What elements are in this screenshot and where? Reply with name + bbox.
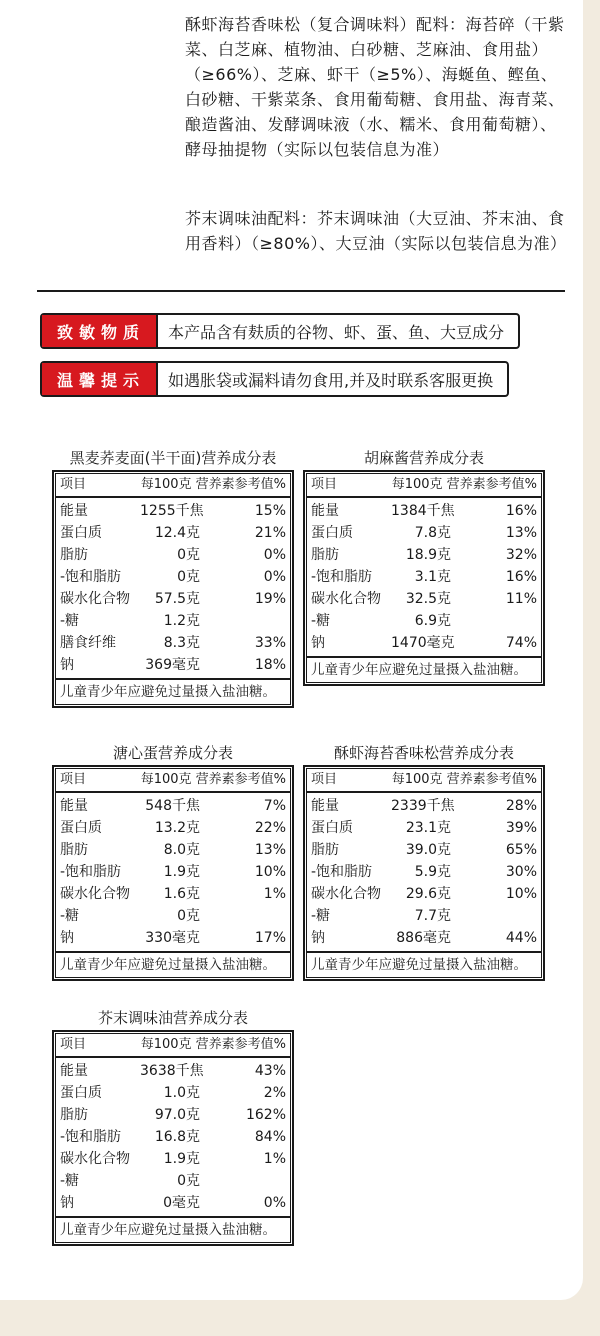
nutrient-nrv: 2% [263,1085,286,1101]
table-row [60,1060,286,1082]
table-row [60,1126,286,1148]
nutrition-table [52,1006,294,1246]
header-item: 项目 [311,772,338,787]
nutrient-nrv: 10% [505,886,537,902]
nutrient-name: 脂肪 [60,1107,88,1123]
nutrient-amount: 2339千焦 [391,798,455,814]
table-box [52,470,294,708]
nutrient-name: 碳水化合物 [311,886,381,902]
nutrient-nrv: 10% [254,864,286,880]
table-rows [56,793,290,951]
nutrient-nrv [200,905,286,927]
table-inner [55,1033,291,1243]
nutrient-amount: 12.4克 [154,525,200,541]
nutrient-amount: 1.0克 [163,1085,200,1101]
nutrient-name: 蛋白质 [311,525,353,541]
table-row [311,632,537,654]
nutrient-name: 蛋白质 [60,525,102,541]
table-rows [56,1058,290,1216]
table-title: 胡麻酱营养成分表 [363,449,484,467]
nutrient-nrv: 17% [254,930,286,946]
nutrient-nrv: 32% [505,547,537,563]
header-item: 项目 [60,772,87,787]
nutrient-amount: 1255千焦 [140,503,204,519]
nutrient-amount: 886毫克 [396,930,451,946]
table-footer: 儿童青少年应避免过量摄入盐油糖。 [307,656,541,682]
nutrient-nrv: 15% [254,503,286,519]
nutrient-amount: 1470毫克 [391,635,455,651]
table-footer: 儿童青少年应避免过量摄入盐油糖。 [56,678,290,704]
header-item: 项目 [60,1037,87,1052]
nutrient-name: 能量 [60,798,88,814]
nutrient-name: -糖 [60,908,80,924]
nutrient-name: -饱和脂肪 [311,864,373,880]
nutrient-name: 能量 [311,503,339,519]
table-row [60,588,286,610]
nutrient-nrv: 21% [254,525,286,541]
nutrient-nrv [451,610,537,632]
nutrient-amount: 18.9克 [405,547,451,563]
table-box [52,765,294,981]
nutrient-nrv: 16% [505,569,537,585]
nutrient-amount: 0毫克 [163,1195,200,1211]
table-row [60,1192,286,1214]
table-rows [307,498,541,656]
nutrient-name: 钠 [311,930,325,946]
nutrient-amount: 57.5克 [154,591,200,607]
nutrient-name: -糖 [311,613,331,629]
nutrient-name: -糖 [60,1173,80,1189]
nutrient-amount: 39.0克 [405,842,451,858]
nutrient-amount: 7.8克 [414,525,451,541]
nutrient-amount: 29.6克 [405,886,451,902]
nutrient-name: 能量 [60,1063,88,1079]
nutrient-name: -饱和脂肪 [60,864,122,880]
table-row [311,566,537,588]
nutrient-amount: 1.9克 [163,1151,200,1167]
nutrient-nrv: 39% [505,820,537,836]
nutrient-amount: 1384千焦 [391,503,455,519]
table-title: 溏心蛋营养成分表 [112,744,233,762]
table-header [56,769,290,793]
nutrient-name: 碳水化合物 [311,591,381,607]
nutrient-nrv: 44% [505,930,537,946]
nutrient-name: 能量 [60,503,88,519]
nutrient-nrv: 22% [254,820,286,836]
table-row [311,817,537,839]
nutrient-nrv: 162% [245,1107,286,1123]
nutrient-name: 蛋白质 [60,820,102,836]
nutrient-name: 蛋白质 [60,1085,102,1101]
table-row [60,927,286,949]
ingredients-seasoning: 酥虾海苔香味松（复合调味料）配料：海苔碎（干紫菜、白芝麻、植物油、白砂糖、芝麻油、食用盐）（≥66%）、芝麻、虾干（≥5%）、海蜒鱼、鲣鱼、白砂糖、干紫菜条、食用葡萄糖、食用盐、海青菜、酿造酱油、发酵调味液（水、糯米、食用葡萄糖）、酵母抽提物（实际以包装信息为准） [185,15,565,159]
warm-tip-tag: 温馨提示 [42,363,156,395]
nutrient-amount: 548千焦 [145,798,200,814]
table-rows [56,498,290,678]
table-row [60,839,286,861]
table-box [303,765,545,981]
nutrient-amount: 369毫克 [145,657,200,673]
nutrient-nrv [200,1170,286,1192]
header-per100: 每100克 营养素参考值% [391,772,537,787]
table-title: 芥末调味油营养成分表 [97,1009,248,1027]
nutrient-nrv: 0% [263,1195,286,1211]
nutrient-name: -糖 [311,908,331,924]
nutrient-nrv: 33% [254,635,286,651]
table-row [60,1104,286,1126]
nutrient-name: 碳水化合物 [60,1151,130,1167]
table-row [311,544,537,566]
table-row [311,927,537,949]
header-per100: 每100克 营养素参考值% [140,1037,286,1052]
nutrient-amount: 3.1克 [414,569,451,585]
nutrient-nrv: 16% [505,503,537,519]
nutrient-amount: 6.9克 [414,613,451,629]
table-rows [307,793,541,951]
nutrient-nrv: 18% [254,657,286,673]
nutrient-name: 钠 [60,1195,74,1211]
nutrient-amount: 97.0克 [154,1107,200,1123]
table-row [311,500,537,522]
table-row [60,905,286,927]
nutrient-name: 碳水化合物 [60,886,130,902]
table-title: 黑麦荞麦面(半干面)营养成分表 [69,449,277,467]
table-row [311,588,537,610]
nutrient-nrv [451,905,537,927]
table-row [60,632,286,654]
nutrient-name: 钠 [311,635,325,651]
nutrient-amount: 1.2克 [163,613,200,629]
table-row [60,817,286,839]
allergen-notice [40,313,520,349]
table-row [311,883,537,905]
nutrient-name: 钠 [60,930,74,946]
nutrient-name: -糖 [60,613,80,629]
nutrient-name: 脂肪 [311,547,339,563]
table-inner [55,768,291,978]
table-footer: 儿童青少年应避免过量摄入盐油糖。 [307,951,541,977]
table-footer: 儿童青少年应避免过量摄入盐油糖。 [56,951,290,977]
nutrient-amount: 16.8克 [154,1129,200,1145]
table-row [60,795,286,817]
nutrient-amount: 23.1克 [405,820,451,836]
table-row [60,861,286,883]
table-header [56,474,290,498]
nutrient-name: 碳水化合物 [60,591,130,607]
table-inner [55,473,291,705]
nutrient-nrv: 13% [505,525,537,541]
table-inner [306,768,542,978]
table-row [60,522,286,544]
table-row [311,610,537,632]
table-footer: 儿童青少年应避免过量摄入盐油糖。 [56,1216,290,1242]
header-per100: 每100克 营养素参考值% [391,477,537,492]
nutrient-amount: 0克 [177,569,200,585]
nutrient-nrv: 43% [254,1063,286,1079]
nutrient-amount: 7.7克 [414,908,451,924]
nutrition-table [303,446,545,686]
header-per100: 每100克 营养素参考值% [140,477,286,492]
nutrient-name: 脂肪 [311,842,339,858]
nutrient-amount: 0克 [177,547,200,563]
nutrient-nrv: 1% [263,886,286,902]
table-header [307,474,541,498]
nutrient-amount: 0克 [177,1173,200,1189]
nutrient-nrv [200,610,286,632]
table-row [60,610,286,632]
nutrient-amount: 1.6克 [163,886,200,902]
nutrient-name: -饱和脂肪 [311,569,373,585]
header-item: 项目 [311,477,338,492]
nutrient-amount: 330毫克 [145,930,200,946]
nutrient-name: 脂肪 [60,842,88,858]
nutrition-table [303,741,545,981]
header-per100: 每100克 营养素参考值% [140,772,286,787]
table-row [60,883,286,905]
nutrient-name: 钠 [60,657,74,673]
allergen-text: 本产品含有麸质的谷物、虾、蛋、鱼、大豆成分 [156,315,518,347]
nutrient-nrv: 11% [505,591,537,607]
nutrient-nrv: 13% [254,842,286,858]
header-item: 项目 [60,477,87,492]
nutrient-nrv: 65% [505,842,537,858]
nutrient-name: -饱和脂肪 [60,1129,122,1145]
divider [37,290,565,292]
nutrient-name: -饱和脂肪 [60,569,122,585]
table-row [60,1148,286,1170]
nutrient-amount: 8.3克 [163,635,200,651]
table-row [60,1082,286,1104]
nutrient-nrv: 84% [254,1129,286,1145]
nutrient-nrv: 30% [505,864,537,880]
nutrient-amount: 3638千焦 [140,1063,204,1079]
table-row [60,1170,286,1192]
allergen-tag: 致敏物质 [42,315,156,347]
table-row [311,839,537,861]
nutrient-name: 脂肪 [60,547,88,563]
ingredients-mustard-oil: 芥末调味油配料：芥末调味油（大豆油、芥末油、食用香料）（≥80%）、大豆油（实际以包装信息为准） [185,209,567,253]
nutrient-amount: 1.9克 [163,864,200,880]
table-row [311,522,537,544]
table-row [60,544,286,566]
nutrient-name: 蛋白质 [311,820,353,836]
warm-tip-notice [40,361,509,397]
nutrient-amount: 0克 [177,908,200,924]
nutrient-nrv: 19% [254,591,286,607]
nutrient-amount: 8.0克 [163,842,200,858]
table-row [60,654,286,676]
table-header [307,769,541,793]
table-inner [306,473,542,683]
table-title: 酥虾海苔香味松营养成分表 [333,744,514,762]
table-row [60,566,286,588]
table-row [311,795,537,817]
nutrient-nrv: 74% [505,635,537,651]
table-box [52,1030,294,1246]
table-row [311,861,537,883]
table-header [56,1034,290,1058]
nutrient-name: 膳食纤维 [60,635,116,651]
nutrient-name: 能量 [311,798,339,814]
nutrition-table [52,446,294,708]
nutrient-amount: 5.9克 [414,864,451,880]
nutrition-table [52,741,294,981]
warm-tip-text: 如遇胀袋或漏料请勿食用,并及时联系客服更换 [156,363,507,395]
table-row [311,905,537,927]
nutrient-amount: 13.2克 [154,820,200,836]
nutrient-amount: 32.5克 [405,591,451,607]
nutrient-nrv: 7% [263,798,286,814]
nutrient-nrv: 0% [263,569,286,585]
nutrient-nrv: 28% [505,798,537,814]
nutrient-nrv: 0% [263,547,286,563]
nutrient-nrv: 1% [263,1151,286,1167]
table-box [303,470,545,686]
table-row [60,500,286,522]
